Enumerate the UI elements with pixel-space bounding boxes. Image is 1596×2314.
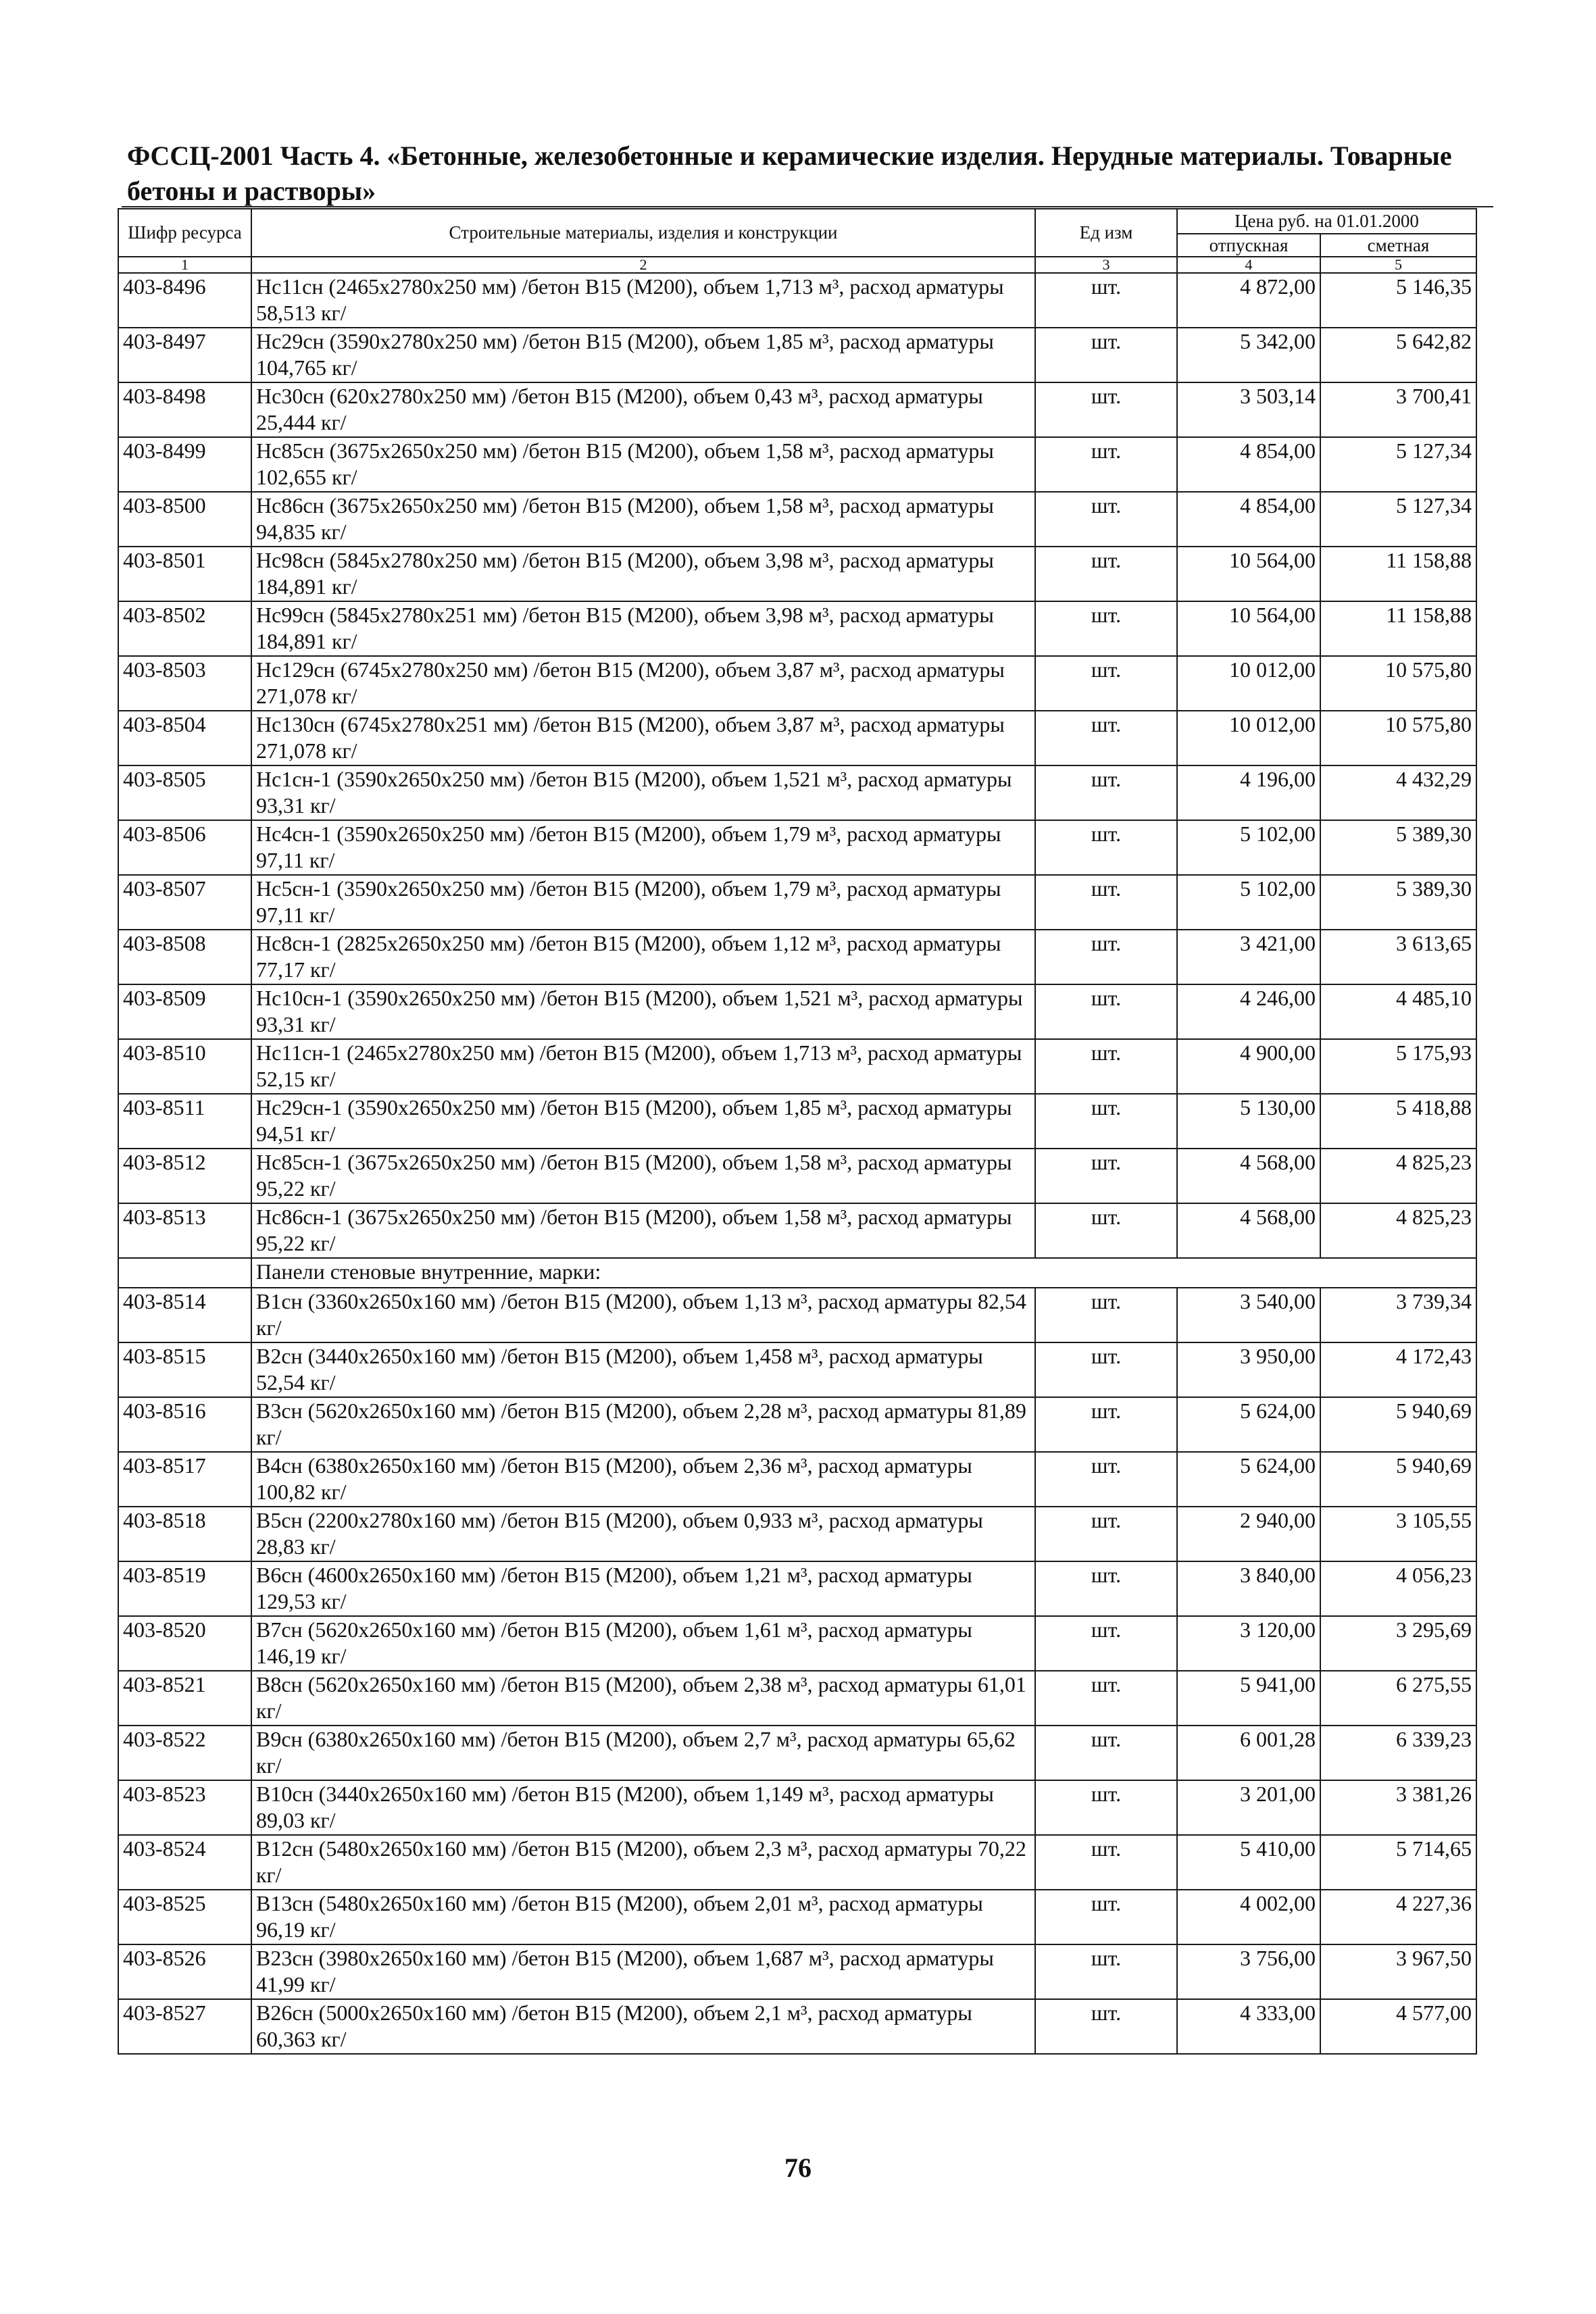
group-row bbox=[118, 1258, 1476, 1288]
material-name: Нс30сн (620х2780х250 мм) /бетон В15 (М200), объем 0,43 м³, расход арматуры 25,444 кг/ bbox=[251, 382, 1035, 437]
unit-cell: шт. bbox=[1035, 1999, 1177, 2054]
release-price: 4 872,00 bbox=[1177, 273, 1320, 328]
table-row bbox=[118, 930, 1476, 984]
resource-code: 403-8510 bbox=[118, 1039, 251, 1094]
resource-code: 403-8520 bbox=[118, 1616, 251, 1671]
unit-cell: шт. bbox=[1035, 601, 1177, 656]
material-name: Нс85сн-1 (3675х2650х250 мм) /бетон В15 (М200), объем 1,58 м³, расход арматуры 95,22 кг/ bbox=[251, 1149, 1035, 1203]
document-title: ФССЦ-2001 Часть 4. «Бетонные, железобетонные и керамические изделия. Нерудные материалы. Товарные бетоны и растворы» bbox=[127, 141, 1452, 206]
column-number: 4 bbox=[1177, 257, 1320, 273]
material-name: Нс98сн (5845х2780х250 мм) /бетон В15 (М200), объем 3,98 м³, расход арматуры 184,891 кг/ bbox=[251, 547, 1035, 601]
release-price: 3 840,00 bbox=[1177, 1561, 1320, 1616]
estimate-price: 4 485,10 bbox=[1320, 984, 1476, 1039]
estimate-price: 5 146,35 bbox=[1320, 273, 1476, 328]
release-price: 4 333,00 bbox=[1177, 1999, 1320, 2054]
unit-cell: шт. bbox=[1035, 1203, 1177, 1258]
estimate-price: 10 575,80 bbox=[1320, 656, 1476, 711]
estimate-price: 4 172,43 bbox=[1320, 1342, 1476, 1397]
table-body-outer-panels bbox=[118, 273, 1476, 1258]
resource-code: 403-8523 bbox=[118, 1780, 251, 1835]
estimate-price: 6 275,55 bbox=[1320, 1671, 1476, 1726]
resource-code: 403-8504 bbox=[118, 711, 251, 765]
resource-code: 403-8509 bbox=[118, 984, 251, 1039]
table-row bbox=[118, 1561, 1476, 1616]
resource-code: 403-8517 bbox=[118, 1452, 251, 1507]
material-name: Нс130сн (6745х2780х251 мм) /бетон В15 (М200), объем 3,87 м³, расход арматуры 271,078 кг/ bbox=[251, 711, 1035, 765]
resource-code: 403-8501 bbox=[118, 547, 251, 601]
release-price: 4 002,00 bbox=[1177, 1890, 1320, 1944]
resource-code: 403-8513 bbox=[118, 1203, 251, 1258]
release-price: 4 568,00 bbox=[1177, 1149, 1320, 1203]
material-name: Нс8сн-1 (2825х2650х250 мм) /бетон В15 (М200), объем 1,12 м³, расход арматуры 77,17 кг/ bbox=[251, 930, 1035, 984]
unit-cell: шт. bbox=[1035, 711, 1177, 765]
table-row bbox=[118, 1203, 1476, 1258]
release-price: 10 012,00 bbox=[1177, 656, 1320, 711]
resource-code: 403-8519 bbox=[118, 1561, 251, 1616]
release-price: 10 012,00 bbox=[1177, 711, 1320, 765]
unit-cell: шт. bbox=[1035, 492, 1177, 547]
estimate-price: 5 127,34 bbox=[1320, 492, 1476, 547]
resource-code: 403-8496 bbox=[118, 273, 251, 328]
unit-cell: шт. bbox=[1035, 1726, 1177, 1780]
material-name: Нс1сн-1 (3590х2650х250 мм) /бетон В15 (М200), объем 1,521 м³, расход арматуры 93,31 кг/ bbox=[251, 765, 1035, 820]
unit-cell: шт. bbox=[1035, 1342, 1177, 1397]
release-price: 10 564,00 bbox=[1177, 547, 1320, 601]
unit-cell: шт. bbox=[1035, 765, 1177, 820]
material-name: Нс11сн-1 (2465х2780х250 мм) /бетон В15 (М200), объем 1,713 м³, расход арматуры 52,15 кг/ bbox=[251, 1039, 1035, 1094]
unit-cell: шт. bbox=[1035, 1561, 1177, 1616]
resource-code: 403-8503 bbox=[118, 656, 251, 711]
table-row bbox=[118, 1890, 1476, 1944]
release-price: 5 941,00 bbox=[1177, 1671, 1320, 1726]
resource-code: 403-8516 bbox=[118, 1397, 251, 1452]
material-name: В10сн (3440х2650х160 мм) /бетон В15 (М200), объем 1,149 м³, расход арматуры 89,03 кг/ bbox=[251, 1780, 1035, 1835]
material-name: Нс11сн (2465х2780х250 мм) /бетон В15 (М200), объем 1,713 м³, расход арматуры 58,513 кг/ bbox=[251, 273, 1035, 328]
resource-code: 403-8522 bbox=[118, 1726, 251, 1780]
table-row bbox=[118, 437, 1476, 492]
unit-cell: шт. bbox=[1035, 1288, 1177, 1342]
resource-code: 403-8515 bbox=[118, 1342, 251, 1397]
release-price: 5 102,00 bbox=[1177, 820, 1320, 875]
estimate-price: 5 127,34 bbox=[1320, 437, 1476, 492]
release-price: 3 950,00 bbox=[1177, 1342, 1320, 1397]
resource-code: 403-8521 bbox=[118, 1671, 251, 1726]
unit-cell: шт. bbox=[1035, 1835, 1177, 1890]
estimate-price: 3 700,41 bbox=[1320, 382, 1476, 437]
release-price: 5 342,00 bbox=[1177, 328, 1320, 382]
estimate-price: 5 418,88 bbox=[1320, 1094, 1476, 1149]
material-name: Нс86сн-1 (3675х2650х250 мм) /бетон В15 (М200), объем 1,58 м³, расход арматуры 95,22 кг/ bbox=[251, 1203, 1035, 1258]
resource-code: 403-8524 bbox=[118, 1835, 251, 1890]
unit-cell: шт. bbox=[1035, 1452, 1177, 1507]
resource-code: 403-8508 bbox=[118, 930, 251, 984]
table-row bbox=[118, 1999, 1476, 2054]
table-row bbox=[118, 1780, 1476, 1835]
resource-code: 403-8500 bbox=[118, 492, 251, 547]
release-price: 4 246,00 bbox=[1177, 984, 1320, 1039]
estimate-price: 4 577,00 bbox=[1320, 1999, 1476, 2054]
column-number: 5 bbox=[1320, 257, 1476, 273]
unit-cell: шт. bbox=[1035, 1890, 1177, 1944]
header-name: Строительные материалы, изделия и конструкции bbox=[251, 209, 1035, 257]
price-table bbox=[118, 208, 1477, 2055]
material-name: В5сн (2200х2780х160 мм) /бетон В15 (М200), объем 0,933 м³, расход арматуры 28,83 кг/ bbox=[251, 1507, 1035, 1561]
material-name: Нс129сн (6745х2780х250 мм) /бетон В15 (М200), объем 3,87 м³, расход арматуры 271,078 кг/ bbox=[251, 656, 1035, 711]
table-header bbox=[118, 209, 1476, 273]
resource-code: 403-8502 bbox=[118, 601, 251, 656]
material-name: Нс29сн-1 (3590х2650х250 мм) /бетон В15 (М200), объем 1,85 м³, расход арматуры 94,51 кг/ bbox=[251, 1094, 1035, 1149]
table-row bbox=[118, 1342, 1476, 1397]
table-row bbox=[118, 601, 1476, 656]
table-row bbox=[118, 1507, 1476, 1561]
page-number: 76 bbox=[784, 2153, 812, 2183]
estimate-price: 3 967,50 bbox=[1320, 1944, 1476, 1999]
material-name: В8сн (5620х2650х160 мм) /бетон В15 (М200), объем 2,38 м³, расход арматуры 61,01 кг/ bbox=[251, 1671, 1035, 1726]
resource-code: 403-8499 bbox=[118, 437, 251, 492]
table-row bbox=[118, 1039, 1476, 1094]
table-row bbox=[118, 1288, 1476, 1342]
unit-cell: шт. bbox=[1035, 1397, 1177, 1452]
unit-cell: шт. bbox=[1035, 382, 1177, 437]
unit-cell: шт. bbox=[1035, 820, 1177, 875]
release-price: 3 540,00 bbox=[1177, 1288, 1320, 1342]
resource-code: 403-8507 bbox=[118, 875, 251, 930]
release-price: 5 130,00 bbox=[1177, 1094, 1320, 1149]
release-price: 4 568,00 bbox=[1177, 1203, 1320, 1258]
estimate-price: 10 575,80 bbox=[1320, 711, 1476, 765]
release-price: 4 900,00 bbox=[1177, 1039, 1320, 1094]
unit-cell: шт. bbox=[1035, 1094, 1177, 1149]
estimate-price: 5 389,30 bbox=[1320, 820, 1476, 875]
unit-cell: шт. bbox=[1035, 1149, 1177, 1203]
estimate-price: 11 158,88 bbox=[1320, 601, 1476, 656]
release-price: 4 854,00 bbox=[1177, 492, 1320, 547]
table-row bbox=[118, 328, 1476, 382]
release-price: 4 854,00 bbox=[1177, 437, 1320, 492]
table-row bbox=[118, 1671, 1476, 1726]
table-row bbox=[118, 1616, 1476, 1671]
table-row bbox=[118, 765, 1476, 820]
release-price: 3 120,00 bbox=[1177, 1616, 1320, 1671]
material-name: Нс85сн (3675х2650х250 мм) /бетон В15 (М200), объем 1,58 м³, расход арматуры 102,655 кг/ bbox=[251, 437, 1035, 492]
column-number: 3 bbox=[1035, 257, 1177, 273]
table-row bbox=[118, 1835, 1476, 1890]
unit-cell: шт. bbox=[1035, 875, 1177, 930]
estimate-price: 11 158,88 bbox=[1320, 547, 1476, 601]
estimate-price: 6 339,23 bbox=[1320, 1726, 1476, 1780]
table-row bbox=[118, 1149, 1476, 1203]
material-name: В3сн (5620х2650х160 мм) /бетон В15 (М200), объем 2,28 м³, расход арматуры 81,89 кг/ bbox=[251, 1397, 1035, 1452]
release-price: 3 503,14 bbox=[1177, 382, 1320, 437]
resource-code: 403-8511 bbox=[118, 1094, 251, 1149]
material-name: В13сн (5480х2650х160 мм) /бетон В15 (М200), объем 2,01 м³, расход арматуры 96,19 кг/ bbox=[251, 1890, 1035, 1944]
table-row bbox=[118, 1397, 1476, 1452]
estimate-price: 5 940,69 bbox=[1320, 1397, 1476, 1452]
release-price: 3 201,00 bbox=[1177, 1780, 1320, 1835]
material-name: Нс99сн (5845х2780х251 мм) /бетон В15 (М200), объем 3,98 м³, расход арматуры 184,891 кг/ bbox=[251, 601, 1035, 656]
page-header bbox=[127, 139, 1485, 209]
material-name: В6сн (4600х2650х160 мм) /бетон В15 (М200), объем 1,21 м³, расход арматуры 129,53 кг/ bbox=[251, 1561, 1035, 1616]
material-name: В2сн (3440х2650х160 мм) /бетон В15 (М200), объем 1,458 м³, расход арматуры 52,54 кг/ bbox=[251, 1342, 1035, 1397]
resource-code: 403-8514 bbox=[118, 1288, 251, 1342]
material-name: Нс5сн-1 (3590х2650х250 мм) /бетон В15 (М200), объем 1,79 м³, расход арматуры 97,11 кг/ bbox=[251, 875, 1035, 930]
unit-cell: шт. bbox=[1035, 1944, 1177, 1999]
column-number: 1 bbox=[118, 257, 251, 273]
release-price: 5 624,00 bbox=[1177, 1452, 1320, 1507]
table-row bbox=[118, 820, 1476, 875]
table-row bbox=[118, 656, 1476, 711]
estimate-price: 4 825,23 bbox=[1320, 1149, 1476, 1203]
resource-code: 403-8497 bbox=[118, 328, 251, 382]
material-name: Нс29сн (3590х2780х250 мм) /бетон В15 (М200), объем 1,85 м³, расход арматуры 104,765 кг/ bbox=[251, 328, 1035, 382]
release-price: 5 624,00 bbox=[1177, 1397, 1320, 1452]
resource-code: 403-8505 bbox=[118, 765, 251, 820]
table-row bbox=[118, 875, 1476, 930]
estimate-price: 5 389,30 bbox=[1320, 875, 1476, 930]
unit-cell: шт. bbox=[1035, 1616, 1177, 1671]
estimate-price: 5 714,65 bbox=[1320, 1835, 1476, 1890]
resource-code: 403-8526 bbox=[118, 1944, 251, 1999]
release-price: 4 196,00 bbox=[1177, 765, 1320, 820]
table-row bbox=[118, 1452, 1476, 1507]
table-body-inner-panels bbox=[118, 1288, 1476, 2054]
resource-code: 403-8518 bbox=[118, 1507, 251, 1561]
header-rule bbox=[122, 206, 1493, 207]
material-name: В4сн (6380х2650х160 мм) /бетон В15 (М200), объем 2,36 м³, расход арматуры 100,82 кг/ bbox=[251, 1452, 1035, 1507]
table-row bbox=[118, 1944, 1476, 1999]
unit-cell: шт. bbox=[1035, 1039, 1177, 1094]
group-label: Панели стеновые внутренние, марки: bbox=[251, 1258, 1476, 1288]
estimate-price: 4 825,23 bbox=[1320, 1203, 1476, 1258]
estimate-price: 3 381,26 bbox=[1320, 1780, 1476, 1835]
resource-code: 403-8525 bbox=[118, 1890, 251, 1944]
header-estimate-price: сметная bbox=[1320, 234, 1476, 257]
table-row bbox=[118, 1094, 1476, 1149]
release-price: 3 421,00 bbox=[1177, 930, 1320, 984]
table-row bbox=[118, 711, 1476, 765]
resource-code: 403-8512 bbox=[118, 1149, 251, 1203]
resource-code: 403-8506 bbox=[118, 820, 251, 875]
material-name: В7сн (5620х2650х160 мм) /бетон В15 (М200), объем 1,61 м³, расход арматуры 146,19 кг/ bbox=[251, 1616, 1035, 1671]
column-number: 2 bbox=[251, 257, 1035, 273]
table-row bbox=[118, 984, 1476, 1039]
header-price: Цена руб. на 01.01.2000 bbox=[1177, 209, 1476, 234]
estimate-price: 3 739,34 bbox=[1320, 1288, 1476, 1342]
estimate-price: 5 175,93 bbox=[1320, 1039, 1476, 1094]
header-code: Шифр ресурса bbox=[118, 209, 251, 257]
unit-cell: шт. bbox=[1035, 656, 1177, 711]
estimate-price: 5 642,82 bbox=[1320, 328, 1476, 382]
material-name: Нс4сн-1 (3590х2650х250 мм) /бетон В15 (М200), объем 1,79 м³, расход арматуры 97,11 кг/ bbox=[251, 820, 1035, 875]
estimate-price: 5 940,69 bbox=[1320, 1452, 1476, 1507]
estimate-price: 4 056,23 bbox=[1320, 1561, 1476, 1616]
release-price: 6 001,28 bbox=[1177, 1726, 1320, 1780]
unit-cell: шт. bbox=[1035, 984, 1177, 1039]
material-name: В12сн (5480х2650х160 мм) /бетон В15 (М200), объем 2,3 м³, расход арматуры 70,22 кг/ bbox=[251, 1835, 1035, 1890]
column-number-row bbox=[118, 257, 1476, 273]
table-row bbox=[118, 492, 1476, 547]
table-row bbox=[118, 273, 1476, 328]
release-price: 3 756,00 bbox=[1177, 1944, 1320, 1999]
release-price: 10 564,00 bbox=[1177, 601, 1320, 656]
header-unit: Ед изм bbox=[1035, 209, 1177, 257]
group-section bbox=[118, 1258, 1476, 1288]
unit-cell: шт. bbox=[1035, 437, 1177, 492]
table-row bbox=[118, 382, 1476, 437]
header-release-price: отпускная bbox=[1177, 234, 1320, 257]
estimate-price: 4 227,36 bbox=[1320, 1890, 1476, 1944]
unit-cell: шт. bbox=[1035, 273, 1177, 328]
unit-cell: шт. bbox=[1035, 1780, 1177, 1835]
material-name: В23сн (3980х2650х160 мм) /бетон В15 (М200), объем 1,687 м³, расход арматуры 41,99 кг/ bbox=[251, 1944, 1035, 1999]
table-row bbox=[118, 1726, 1476, 1780]
material-name: В9сн (6380х2650х160 мм) /бетон В15 (М200), объем 2,7 м³, расход арматуры 65,62 кг/ bbox=[251, 1726, 1035, 1780]
estimate-price: 3 613,65 bbox=[1320, 930, 1476, 984]
release-price: 5 410,00 bbox=[1177, 1835, 1320, 1890]
unit-cell: шт. bbox=[1035, 547, 1177, 601]
material-name: Нс86сн (3675х2650х250 мм) /бетон В15 (М200), объем 1,58 м³, расход арматуры 94,835 кг/ bbox=[251, 492, 1035, 547]
estimate-price: 3 295,69 bbox=[1320, 1616, 1476, 1671]
resource-code: 403-8527 bbox=[118, 1999, 251, 2054]
unit-cell: шт. bbox=[1035, 328, 1177, 382]
unit-cell: шт. bbox=[1035, 930, 1177, 984]
estimate-price: 4 432,29 bbox=[1320, 765, 1476, 820]
material-name: В1сн (3360х2650х160 мм) /бетон В15 (М200), объем 1,13 м³, расход арматуры 82,54 кг/ bbox=[251, 1288, 1035, 1342]
material-name: В26сн (5000х2650х160 мм) /бетон В15 (М200), объем 2,1 м³, расход арматуры 60,363 кг/ bbox=[251, 1999, 1035, 2054]
unit-cell: шт. bbox=[1035, 1671, 1177, 1726]
release-price: 2 940,00 bbox=[1177, 1507, 1320, 1561]
resource-code: 403-8498 bbox=[118, 382, 251, 437]
unit-cell: шт. bbox=[1035, 1507, 1177, 1561]
estimate-price: 3 105,55 bbox=[1320, 1507, 1476, 1561]
table-row bbox=[118, 547, 1476, 601]
release-price: 5 102,00 bbox=[1177, 875, 1320, 930]
material-name: Нс10сн-1 (3590х2650х250 мм) /бетон В15 (М200), объем 1,521 м³, расход арматуры 93,31 кг/ bbox=[251, 984, 1035, 1039]
